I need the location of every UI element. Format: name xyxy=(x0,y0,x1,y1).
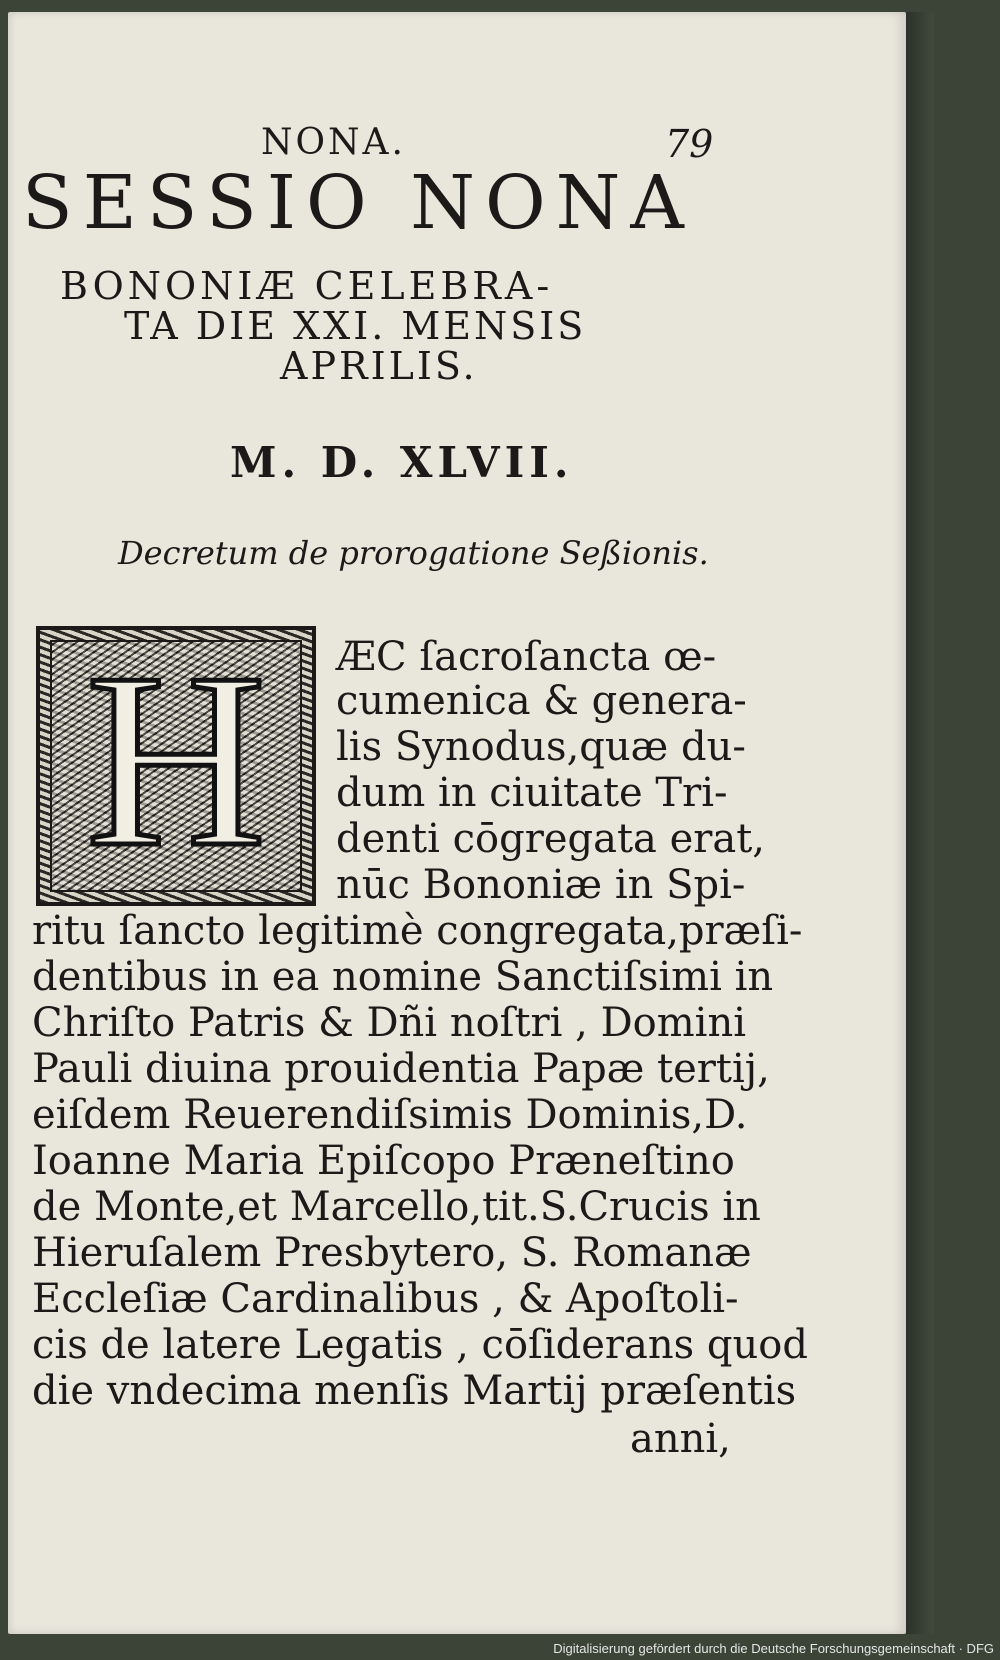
body-line: Eccleſiæ Cardinalibus , & Apoſtoli- xyxy=(32,1276,739,1322)
body-line: de Monte,et Marcello,tit.S.Crucis in xyxy=(32,1184,761,1230)
subtitle-line-3: APRILIS. xyxy=(280,344,478,388)
digitization-credit: Digitalisierung gefördert durch die Deutsche Forschungsgemeinschaft · DFG xyxy=(553,1641,994,1656)
body-line: denti cōgregata erat, xyxy=(336,816,766,862)
page-title: SESSIO NONA xyxy=(22,160,694,246)
page-number: 79 xyxy=(665,122,714,166)
body-line: ritu ſancto legitimè congregata,præſi- xyxy=(32,908,803,954)
running-head: NONA. xyxy=(261,122,406,163)
subtitle-line-1: BONONIÆ CELEBRA- xyxy=(60,264,554,308)
body-line: dum in ciuitate Tri- xyxy=(336,770,728,816)
subtitle-line-2: TA DIE XXI. MENSIS xyxy=(124,304,587,348)
year: M. D. XLVII. xyxy=(230,438,574,487)
body-line: eiſdem Reuerendiſsimis Dominis,D. xyxy=(32,1092,748,1138)
body-line: cumenica & genera- xyxy=(336,678,747,724)
page-edge-shadow xyxy=(906,12,934,1634)
catchword: anni, xyxy=(630,1416,731,1462)
body-line: Hieruſalem Presbytero, S. Romanæ xyxy=(32,1230,752,1276)
body-line: ÆC ſacroſancta œ- xyxy=(336,634,717,680)
decree-heading: Decretum de prorogatione Seßionis. xyxy=(118,534,709,572)
body-line: cis de latere Legatis , cōſiderans quod xyxy=(32,1322,808,1368)
body-line: Ioanne Maria Epiſcopo Præneſtino xyxy=(32,1138,735,1184)
body-line: die vndecima menſis Martij præſentis xyxy=(32,1368,797,1414)
body-line: dentibus in ea nomine Sanctiſsimi in xyxy=(32,954,774,1000)
decorated-initial xyxy=(36,622,316,906)
body-line: lis Synodus,quæ du- xyxy=(336,724,746,770)
body-line: Chriſto Patris & Dñi noſtri , Domini xyxy=(32,1000,747,1046)
book-page xyxy=(8,12,906,1634)
body-line: Pauli diuina prouidentia Papæ tertij, xyxy=(32,1046,770,1092)
initial-letter: H xyxy=(85,622,267,899)
body-line: nūc Bononiæ in Spi- xyxy=(336,862,746,908)
